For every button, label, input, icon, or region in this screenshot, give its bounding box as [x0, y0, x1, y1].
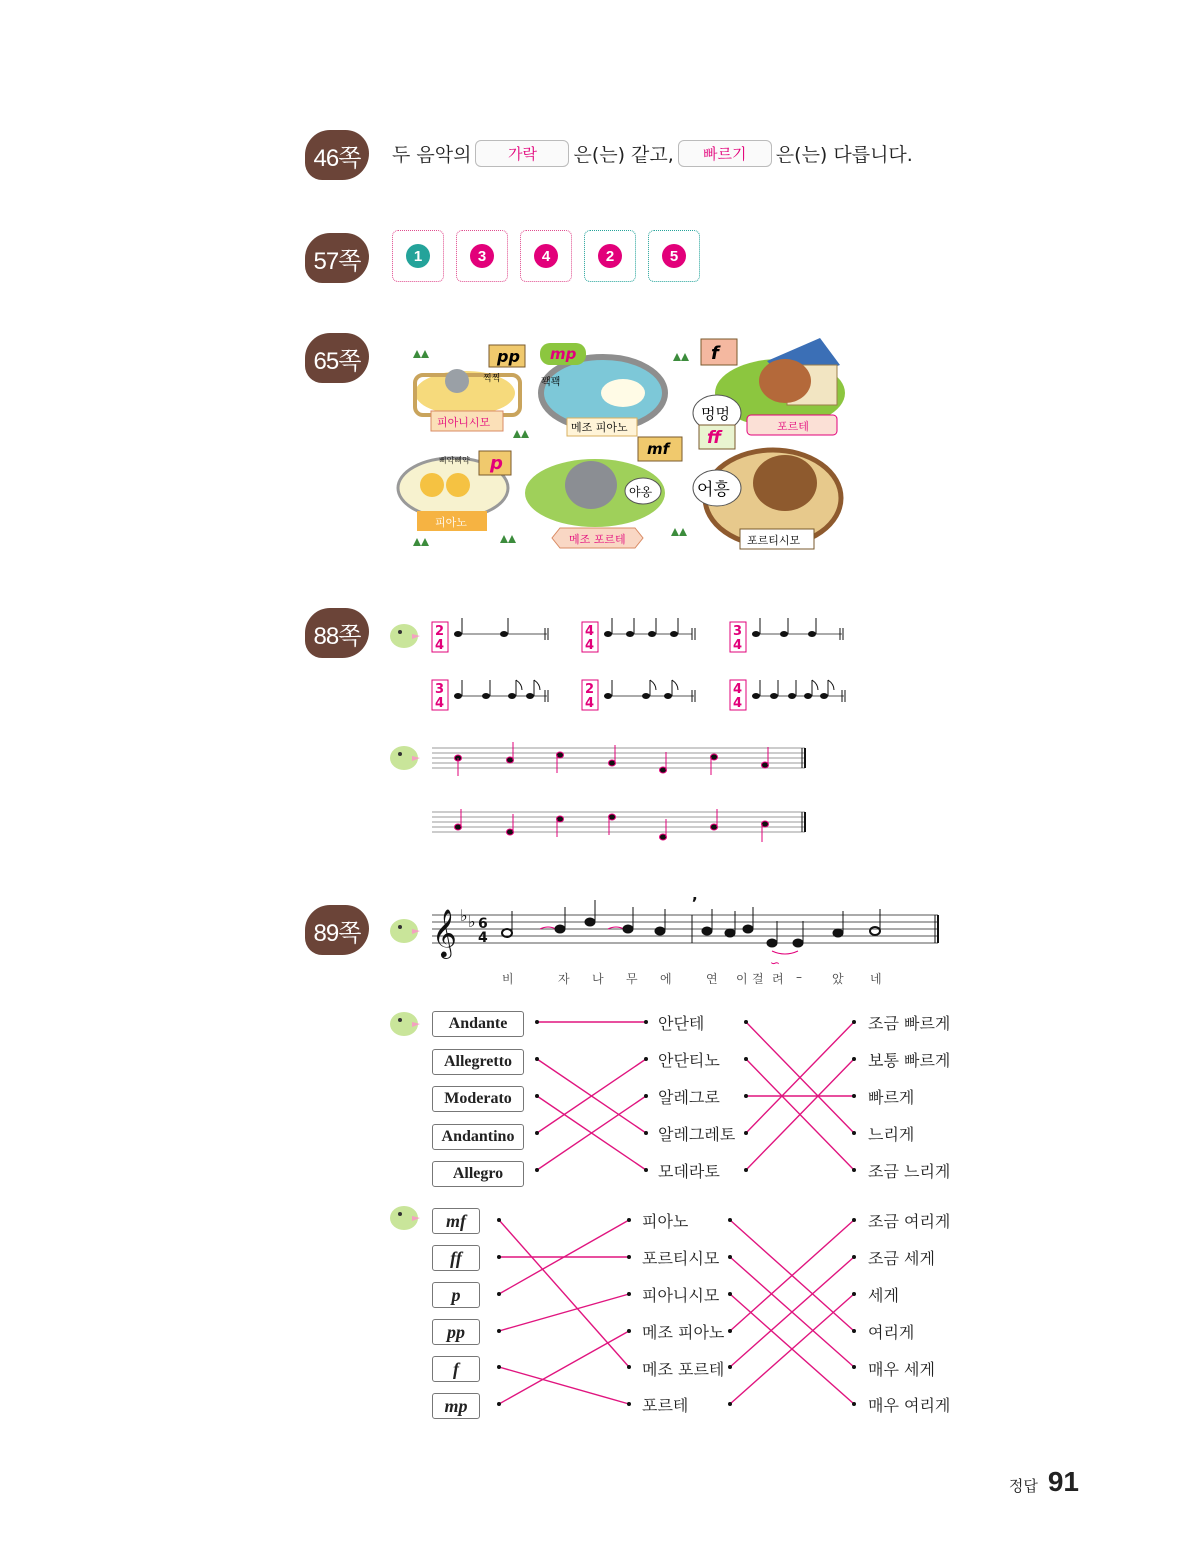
dynamic-meaning-4: 여리게 — [868, 1323, 915, 1342]
cat-icon — [565, 461, 617, 509]
time-sig-bottom: 4 — [585, 638, 595, 653]
chick-icon — [420, 473, 444, 497]
lyric: 걸 — [752, 972, 764, 986]
sign-p-text: p — [490, 453, 503, 474]
dynamic-term-5: f — [432, 1356, 480, 1382]
sound-lion: 어흥 — [697, 480, 730, 500]
order-number: 2 — [598, 244, 622, 268]
page-badge-46: 46쪽 — [305, 130, 369, 180]
time-sig-bottom: 4 — [435, 638, 445, 653]
time-sig-top: 3 — [733, 624, 743, 639]
tempo-korean-5: 모데라토 — [658, 1162, 720, 1181]
label-piano: 피아노 — [435, 516, 467, 529]
answer-row-46 — [392, 140, 913, 167]
staff-2 — [432, 812, 805, 832]
order-box-4 — [584, 230, 636, 282]
dynamic-meaning-1: 조금 여리게 — [868, 1212, 951, 1231]
melody-notes — [502, 895, 880, 970]
order-number: 3 — [470, 244, 494, 268]
tempo-korean-3: 알레그로 — [658, 1088, 720, 1107]
lyric: 연 — [706, 972, 718, 986]
sound-duck: 꽥꽥 — [541, 377, 561, 388]
lyric: 았 — [832, 972, 844, 986]
time-sig-bottom: 4 — [585, 696, 595, 711]
sign-pp-text: pp — [497, 347, 520, 366]
sound-cat: 야옹 — [629, 485, 653, 499]
time-sig-bottom: 4 — [733, 696, 743, 711]
staff-1 — [432, 748, 805, 768]
measure-4 — [432, 680, 548, 711]
lyric: 나 — [592, 972, 604, 986]
measure-3 — [730, 618, 843, 653]
grass — [413, 350, 429, 358]
tempo-meaning-2: 보통 빠르게 — [868, 1051, 951, 1070]
tempo-meaning-3: 빠르게 — [868, 1088, 915, 1107]
order-number: 4 — [534, 244, 558, 268]
label-mezzopiano: 메조 피아노 — [571, 421, 628, 434]
tempo-korean-2: 안단티노 — [658, 1051, 720, 1070]
dynamic-meaning-2: 조금 세게 — [868, 1249, 935, 1268]
sign-mp-text: mp — [550, 345, 577, 363]
sound-mouse: 찍찍 — [483, 374, 501, 384]
grass — [673, 353, 689, 361]
time-sig-top: 2 — [585, 682, 595, 697]
staff-1-notes — [455, 742, 769, 776]
time-sig-top: 6 — [478, 916, 488, 932]
lyric: 자 — [558, 972, 570, 986]
footer-label: 정답 — [1008, 1477, 1038, 1495]
staff-2-notes — [455, 809, 769, 842]
chick-icon — [386, 1006, 422, 1038]
chick-icon — [386, 740, 422, 772]
text-3: 은(는) 다릅니다. — [775, 144, 913, 166]
time-sig-top: 3 — [435, 682, 445, 697]
page-footer — [1009, 1466, 1079, 1498]
dynamic-meaning-6: 매우 여리게 — [868, 1396, 951, 1415]
tempo-term-2: Allegretto — [432, 1049, 524, 1075]
melody-staff — [430, 895, 942, 975]
sound-dog: 멍멍 — [701, 405, 730, 423]
page-badge-89: 89쪽 — [305, 905, 369, 955]
page-badge-88: 88쪽 — [305, 608, 369, 658]
sign-mf-text: mf — [647, 440, 670, 458]
duck-icon — [601, 379, 645, 407]
measure-1 — [432, 618, 548, 653]
treble-clef: 𝄞 — [432, 908, 457, 957]
time-sig-top: 2 — [435, 624, 445, 639]
dynamic-term-2: ff — [432, 1245, 480, 1271]
time-sig-bottom: 4 — [733, 638, 743, 653]
grass — [671, 528, 687, 536]
dynamic-korean-5: 메조 포르테 — [642, 1360, 725, 1379]
measure-2 — [582, 618, 695, 653]
mouse-icon — [445, 369, 469, 393]
time-sig-bottom: 4 — [435, 696, 445, 711]
flat-sign: ♭ — [468, 912, 476, 931]
sign-ff-text: ff — [707, 428, 722, 448]
tempo-meaning-4: 느리게 — [868, 1125, 915, 1144]
chick-icon — [386, 618, 422, 650]
lyric: 이 — [736, 972, 748, 986]
lyric: 려 — [772, 972, 784, 986]
dynamic-korean-1: 피아노 — [642, 1212, 689, 1231]
lyric: 네 — [870, 972, 882, 986]
lyric: – — [796, 970, 802, 984]
dynamic-korean-2: 포르티시모 — [642, 1249, 720, 1268]
grass — [413, 538, 429, 546]
order-box-2 — [456, 230, 508, 282]
dynamic-term-3: p — [432, 1282, 480, 1308]
order-box-3 — [520, 230, 572, 282]
page-number: 91 — [1047, 1466, 1079, 1497]
measure-6 — [730, 680, 845, 711]
staff-exercise — [430, 740, 810, 850]
label-forte: 포르테 — [777, 420, 809, 433]
label-fortissimo: 포르티시모 — [747, 534, 801, 547]
grass — [513, 430, 529, 438]
tempo-term-3: Moderato — [432, 1086, 524, 1112]
order-box-5 — [648, 230, 700, 282]
tempo-korean-1: 안단테 — [658, 1014, 705, 1033]
sign-f — [701, 339, 737, 365]
animal-dynamics-illustration — [395, 333, 865, 558]
page-badge-57: 57쪽 — [305, 233, 369, 283]
time-sig-bottom: 4 — [478, 930, 488, 946]
svg-text:∽: ∽ — [770, 956, 781, 970]
text-1: 두 음악의 — [392, 144, 472, 166]
dynamic-korean-3: 피아니시모 — [642, 1286, 720, 1305]
dynamic-meaning-5: 매우 세게 — [868, 1360, 935, 1379]
flat-sign: ♭ — [460, 906, 468, 925]
dynamic-korean-6: 포르테 — [642, 1396, 689, 1415]
dog-icon — [759, 359, 811, 403]
dynamic-term-4: pp — [432, 1319, 480, 1345]
lion-icon — [753, 455, 817, 511]
time-sig-top: 4 — [585, 624, 595, 639]
label-pianissimo: 피아니시모 — [437, 416, 491, 429]
svg-text:’: ’ — [692, 895, 698, 913]
chick-icon — [386, 913, 422, 945]
tempo-term-1: Andante — [432, 1011, 524, 1037]
dynamic-term-1: mf — [432, 1208, 480, 1234]
dynamic-term-6: mp — [432, 1393, 480, 1419]
answer-box-melody: 가락 — [475, 140, 569, 167]
tempo-meaning-1: 조금 빠르게 — [868, 1014, 951, 1033]
page-badge-65: 65쪽 — [305, 333, 369, 383]
tempo-meaning-5: 조금 느리게 — [868, 1162, 951, 1181]
answer-box-tempo: 빠르기 — [678, 140, 772, 167]
text-2: 은(는) 같고, — [573, 144, 674, 166]
order-box-1 — [392, 230, 444, 282]
label-mezzoforte: 메조 포르테 — [569, 533, 626, 546]
tempo-term-5: Allegro — [432, 1161, 524, 1187]
grass — [500, 535, 516, 543]
lyric: 비 — [502, 972, 514, 986]
chick-icon — [386, 1200, 422, 1232]
dynamic-meaning-3: 세게 — [868, 1286, 899, 1305]
chick-icon — [446, 473, 470, 497]
sign-f-text: f — [711, 343, 719, 364]
tempo-korean-4: 알레그레토 — [658, 1125, 736, 1144]
order-number: 5 — [662, 244, 686, 268]
order-number: 1 — [406, 244, 430, 268]
rhythm-exercise — [425, 612, 865, 722]
time-sig-top: 4 — [733, 682, 743, 697]
dynamic-korean-4: 메조 피아노 — [642, 1323, 725, 1342]
tempo-term-4: Andantino — [432, 1124, 524, 1150]
lyric: 무 — [626, 972, 638, 986]
sound-chick: 삐약삐약 — [439, 456, 470, 465]
measure-5 — [582, 680, 695, 711]
lyric: 에 — [660, 972, 672, 986]
